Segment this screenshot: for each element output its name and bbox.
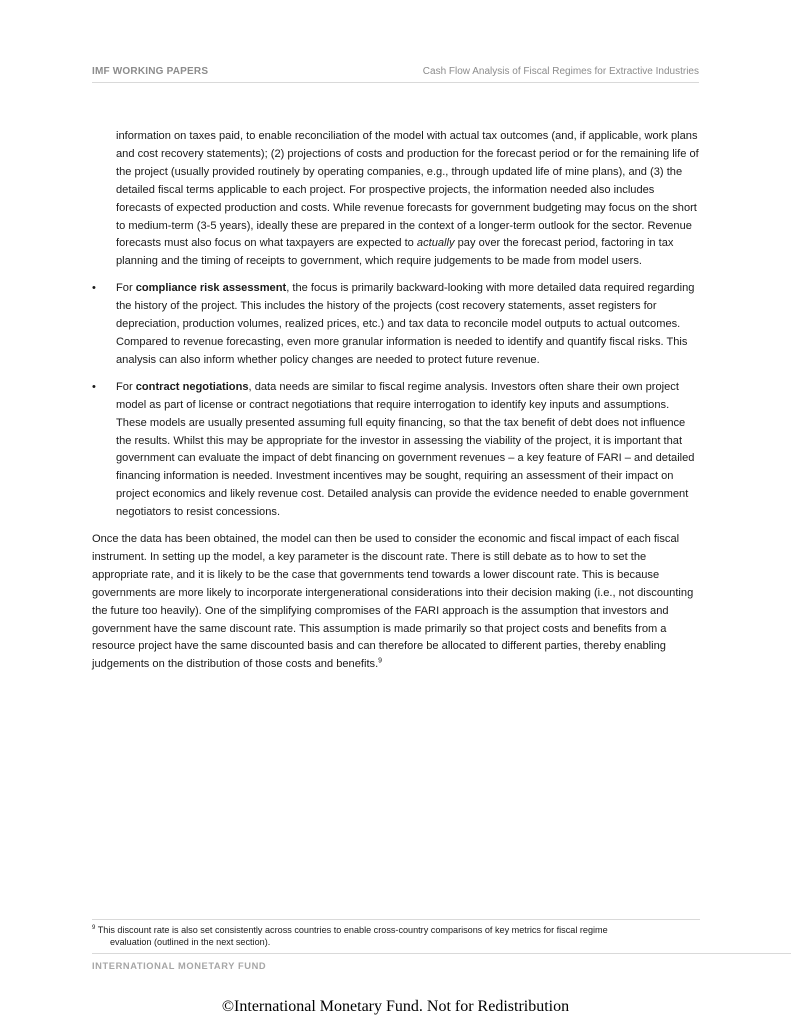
footnote-divider — [92, 919, 700, 920]
footnote-mark: 9 — [92, 924, 96, 931]
continuation-text-a: information on taxes paid, to enable reconciliation of the model with actual tax outcomes (and, if applicable, work plans and cost recovery statements); (2) projections of costs and production for the forecast period or for the remaining life of the project (usually provided routinely by operating companies, e.g., through updated life of mine plans), and (3) the detailed fiscal terms applicable to each project. For prospective projects, the information needed also includes forecasts of expected production and costs. While revenue forecasts for government budgeting may focus on the short to medium-term (3-5 years), ideally these are prepared in the context of a longer-term outlook for the sector. Revenue forecasts must also focus on what taxpayers are expected to — [116, 130, 699, 250]
bullet-icon: • — [92, 380, 96, 393]
discount-rate-paragraph — [92, 531, 699, 674]
footnote-text-1: This discount rate is also set consistently across countries to enable cross-country comparisons of key metrics for fiscal regime — [95, 925, 608, 935]
continuation-text-b: pay over the forecast period, factoring in tax planning and the timing of receipts to government, which require judgements to be made from model users. — [116, 237, 674, 268]
bullet-bold-term: contract negotiations — [135, 380, 249, 393]
bullet-text: , the focus is primarily backward-looking with more detailed data required regarding the history of the project. This includes the history of the projects (cost recovery statements, asset registers for depreciation, production volumes, realized prices, etc.) and tax data to reconcile model outputs to actual outcomes. Compared to revenue forecasting, even more granular information is needed to identify and quantify fiscal risks. This analysis can also inform whether policy changes are needed to protect future revenue. — [116, 282, 695, 366]
footer-label: INTERNATIONAL MONETARY FUND — [92, 961, 267, 971]
header-paper-title: Cash Flow Analysis of Fiscal Regimes for Extractive Industries — [422, 66, 699, 77]
bullet-contract-negotiations — [92, 379, 699, 522]
bullet-prefix: For — [116, 282, 136, 295]
main-text — [92, 128, 699, 674]
bullet-icon: • — [92, 282, 96, 295]
bullet-compliance-risk — [92, 280, 699, 370]
continuation-italic: actually — [416, 237, 455, 250]
footnote-reference[interactable]: 9 — [378, 657, 383, 665]
footnote — [92, 924, 697, 948]
footnote-line-2: evaluation (outlined in the next section). — [110, 937, 271, 947]
continuation-paragraph — [92, 128, 699, 271]
bullet-text: , data needs are similar to fiscal regime analysis. Investors often share their own project model as part of license or contract negotiations that require interrogation to identify key inputs and assumptions. These models are usually presented assuming full equity financing, so that the tax benefit of debt does not influence the results. Whilst this may be appropriate for the investor in assessing the viability of the project, it is important that government can evaluate the impact of debt financing on government revenues – a key feature of FARI – and detailed financing information is needed. Investment incentives may be sought, requiring an assessment of their impact on project economics and likely revenue cost. Detailed analysis can provide the evidence needed to enable government negotiators to resist concessions. — [116, 380, 695, 519]
watermark: ©International Monetary Fund. Not for Redistribution — [221, 998, 570, 1015]
running-header — [92, 66, 699, 83]
header-series-title: IMF WORKING PAPERS — [92, 66, 209, 77]
footer-divider — [92, 953, 791, 954]
bullet-prefix: For — [116, 380, 136, 393]
footnote-line-1 — [92, 924, 697, 936]
paragraph-text: Once the data has been obtained, the model can then be used to consider the economic and fiscal impact of each fiscal instrument. In setting up the model, a key parameter is the discount rate. There is still debate as to how to set the appropriate rate, and it is likely to be the case that governments tend towards a lower discount rate. This is because governments are more likely to incorporate intergenerational considerations into their decision making (i.e., not discounting the future too heavily). One of the simplifying compromises of the FARI approach is the assumption that investors and government have the same discount rate. This assumption is made primarily so that project costs and benefits from a resource project have the same discounted basis and can therefore be allocated to different parties, thereby enabling judgements on the distribution of those costs and benefits. — [92, 533, 694, 671]
bullet-bold-term: compliance risk assessment — [135, 282, 287, 295]
